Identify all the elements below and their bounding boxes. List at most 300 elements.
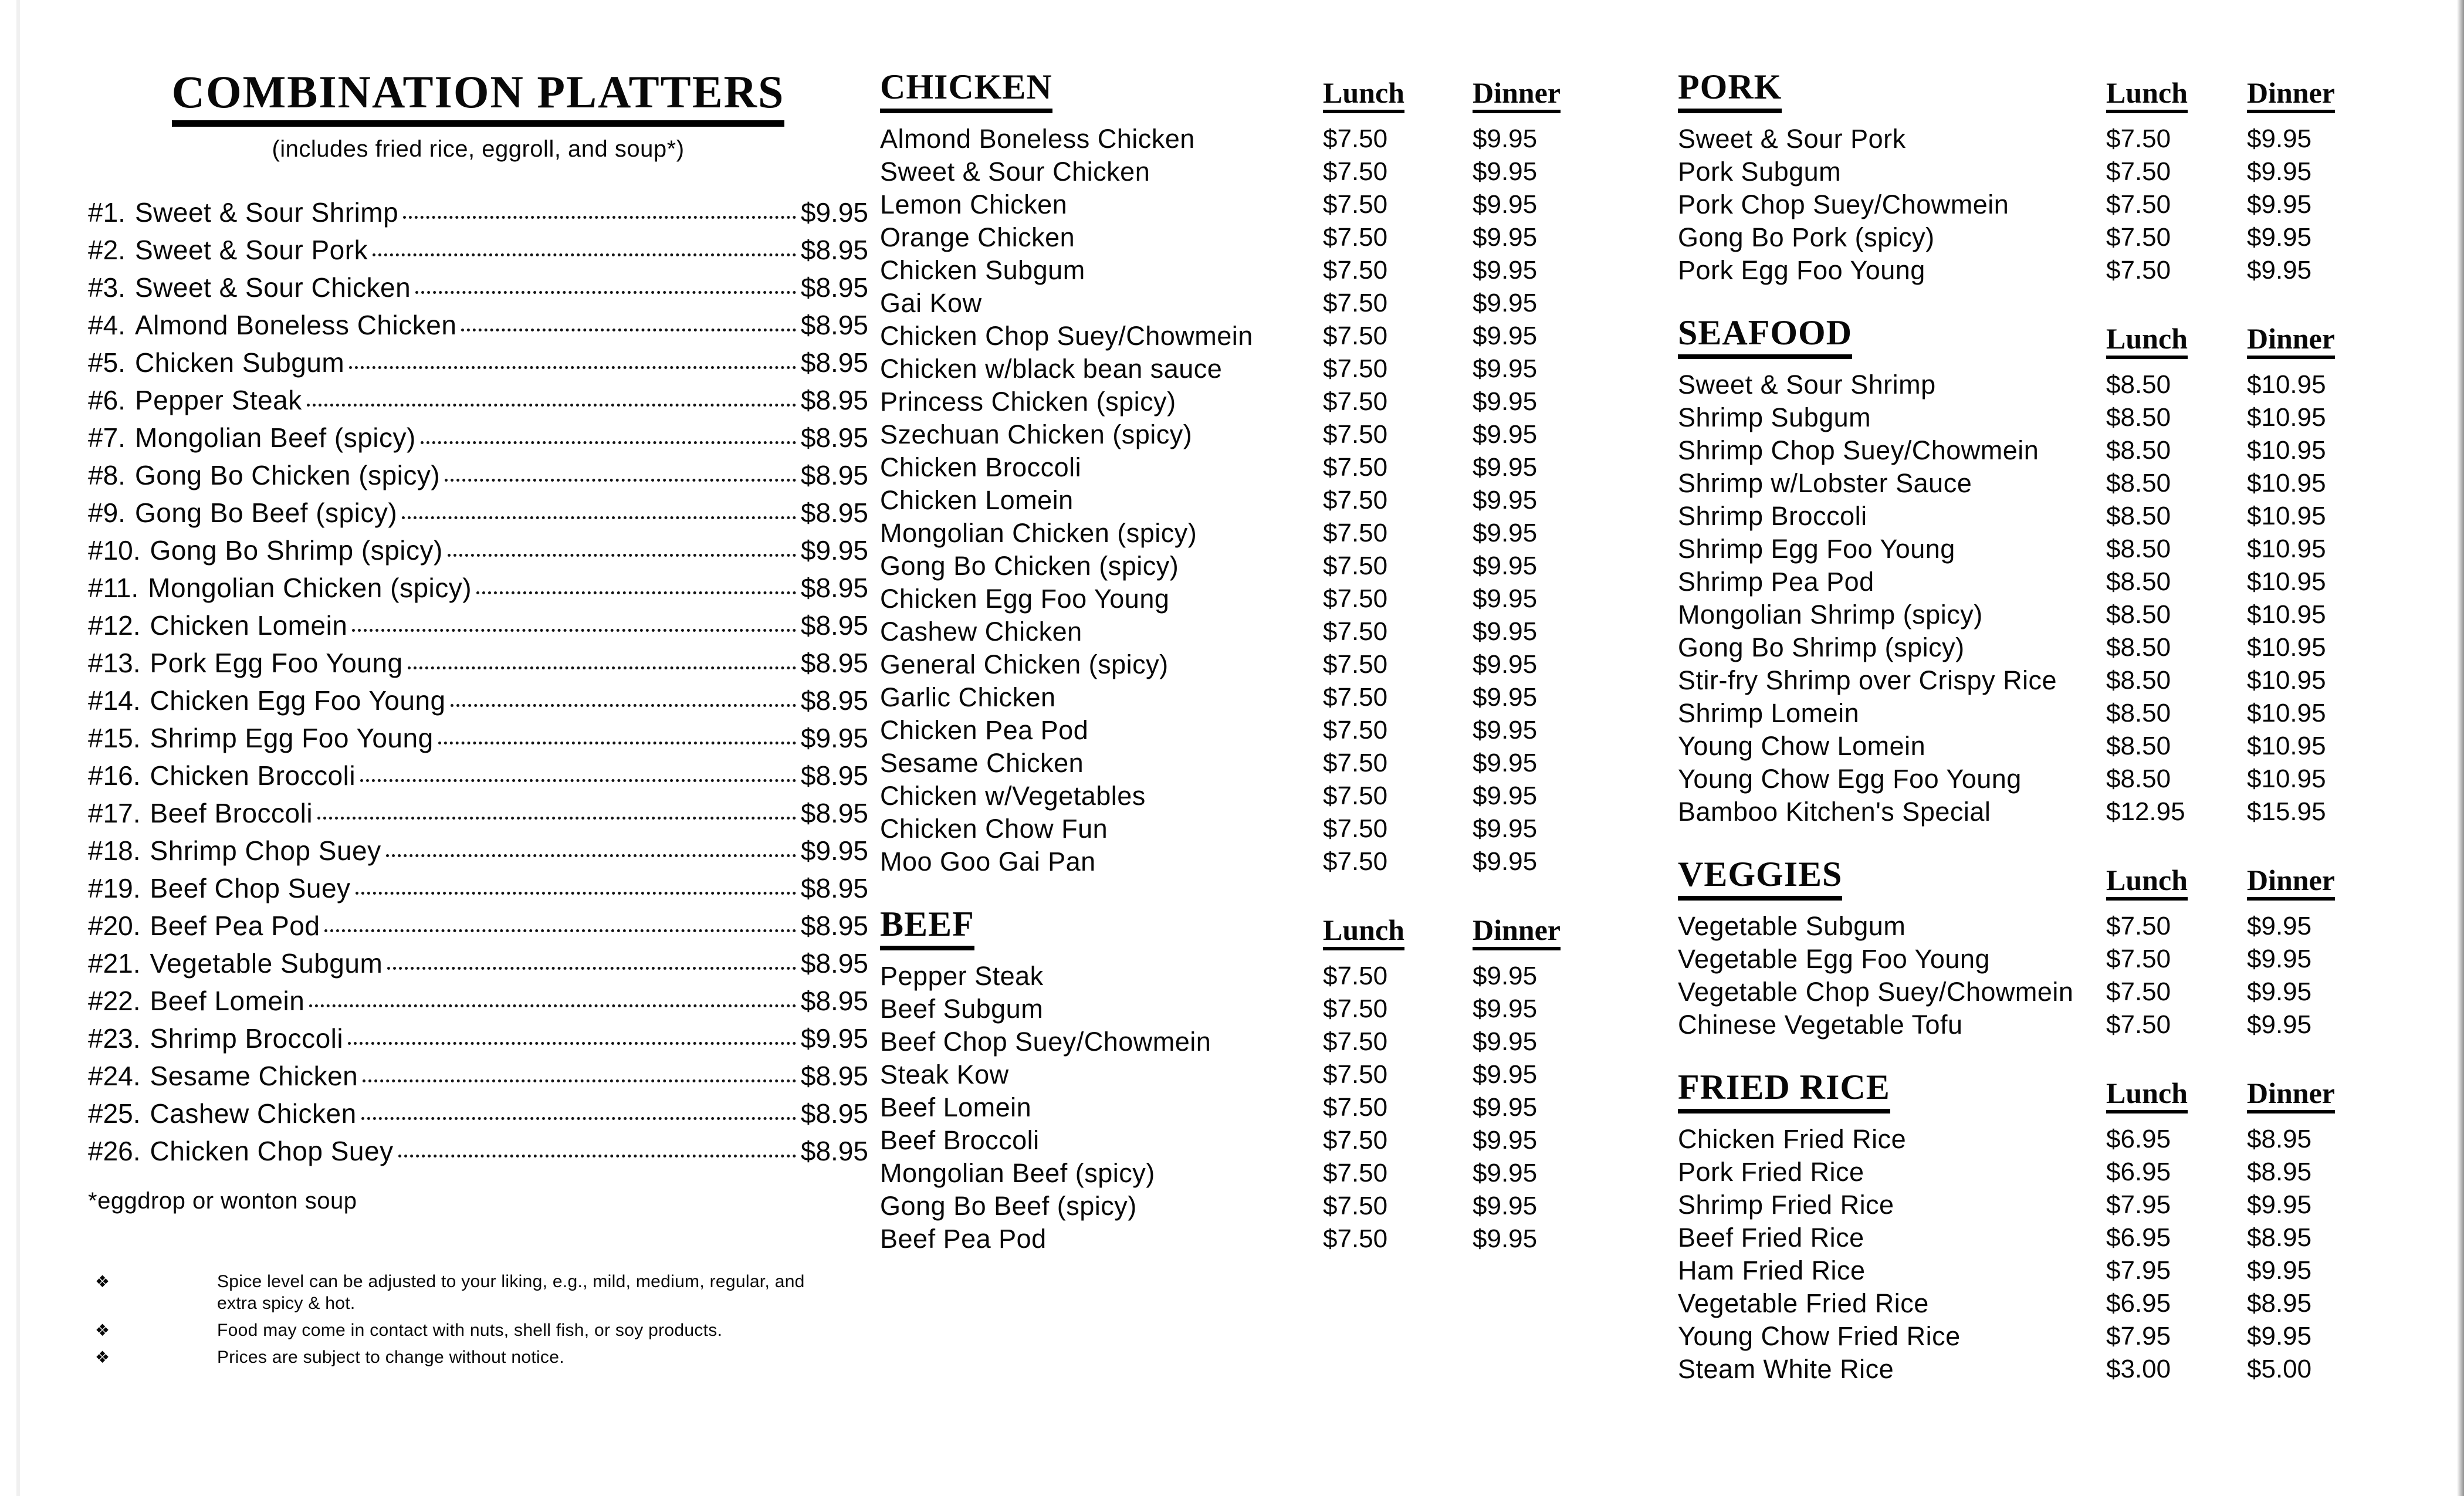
- dinner-column-header: Dinner: [1473, 78, 1561, 113]
- item-dinner-price: $9.95: [1473, 289, 1538, 317]
- note-text: Prices are subject to change without notice.: [217, 1348, 564, 1367]
- item-dinner-price: $9.95: [1473, 453, 1538, 482]
- item-number: #9.: [88, 497, 126, 528]
- item-dinner-price: $8.95: [2247, 1223, 2312, 1252]
- item-number: #13.: [88, 648, 141, 678]
- item-lunch-price: $7.50: [1323, 962, 1388, 990]
- item-name: Gong Bo Pork (spicy): [1678, 222, 1935, 252]
- combination-item-row: [88, 1135, 868, 1173]
- note-row: [88, 1271, 827, 1314]
- lunch-column-header: Lunch: [2106, 324, 2188, 359]
- item-name: Shrimp Pea Pod: [1678, 567, 1874, 597]
- menu-item-row: [1678, 1008, 2370, 1041]
- item-name: Sweet & Sour Chicken: [880, 157, 1150, 187]
- menu-item-row: [1678, 1189, 2370, 1221]
- section-fried-rice: [1678, 1069, 2370, 1386]
- menu-item-row: [880, 550, 1584, 583]
- item-name: Chicken Subgum: [134, 347, 345, 378]
- item-price: $8.95: [800, 310, 868, 340]
- item-name: Shrimp w/Lobster Sauce: [1678, 468, 1972, 498]
- item-lunch-price: $7.50: [2106, 190, 2171, 219]
- combination-item-row: [88, 572, 868, 610]
- item-dinner-price: $10.95: [2247, 600, 2326, 629]
- item-name: Gong Bo Shrimp (spicy): [150, 535, 443, 566]
- item-dinner-price: $9.95: [1473, 387, 1538, 416]
- menu-item-row: [1678, 730, 2370, 763]
- item-lunch-price: $8.50: [2106, 633, 2171, 662]
- item-name: Chicken Pea Pod: [880, 715, 1089, 745]
- item-lunch-price: $7.50: [1323, 321, 1388, 350]
- item-price: $8.95: [800, 347, 868, 378]
- item-lunch-price: $6.95: [2106, 1223, 2171, 1252]
- item-dinner-price: $9.95: [2247, 1190, 2312, 1219]
- item-name: Shrimp Broccoli: [150, 1023, 344, 1054]
- item-name: Szechuan Chicken (spicy): [880, 419, 1193, 449]
- section-items: [1678, 368, 2370, 828]
- item-number: #21.: [88, 948, 141, 979]
- combination-item-row: [88, 197, 868, 234]
- item-dinner-price: $15.95: [2247, 797, 2326, 826]
- item-lunch-price: $7.50: [2106, 124, 2171, 153]
- item-lunch-price: $7.50: [2106, 945, 2171, 973]
- item-dinner-price: $9.95: [1473, 650, 1538, 679]
- item-name: Beef Chop Suey: [150, 873, 351, 903]
- item-lunch-price: $7.50: [1323, 781, 1388, 810]
- item-name: Shrimp Fried Rice: [1678, 1190, 1894, 1220]
- menu-item-row: [880, 615, 1584, 648]
- item-name: Gong Bo Chicken (spicy): [880, 551, 1179, 581]
- menu-item-row: [880, 845, 1584, 878]
- scan-edge-artifact: [16, 0, 20, 1496]
- section-header: [880, 906, 1584, 950]
- section-seafood: [1678, 315, 2370, 828]
- item-number: #24.: [88, 1061, 141, 1091]
- item-dinner-price: $10.95: [2247, 699, 2326, 727]
- menu-item-row: [880, 714, 1584, 747]
- note-text: Spice level can be adjusted to your liking, e.g., mild, medium, regular, and extra spicy & hot.: [217, 1272, 805, 1313]
- item-dinner-price: $9.95: [1473, 157, 1538, 186]
- note-row: [88, 1346, 827, 1368]
- item-name: Beef Broccoli: [150, 798, 313, 828]
- item-dinner-price: $9.95: [1473, 124, 1538, 153]
- item-name: Shrimp Broccoli: [1678, 501, 1867, 531]
- item-lunch-price: $7.50: [2106, 157, 2171, 186]
- menu-item-row: [1678, 1353, 2370, 1386]
- item-name: Pork Fried Rice: [1678, 1157, 1864, 1187]
- dinner-column-header: Dinner: [2247, 1078, 2335, 1113]
- item-lunch-price: $8.50: [2106, 600, 2171, 629]
- dotted-leader: [415, 291, 796, 294]
- menu-item-row: [1678, 467, 2370, 500]
- item-name: Beef Fried Rice: [1678, 1223, 1864, 1253]
- section-header: [1678, 69, 2370, 113]
- menu-item-row: [880, 188, 1584, 221]
- item-lunch-price: $8.50: [2106, 699, 2171, 727]
- combination-item-row: [88, 797, 868, 835]
- combination-item-row: [88, 459, 868, 497]
- dinner-column-header: Dinner: [2247, 865, 2335, 901]
- menu-item-row: [880, 287, 1584, 320]
- item-name: Ham Fried Rice: [1678, 1255, 1866, 1285]
- item-name: Sweet & Sour Pork: [1678, 124, 1906, 154]
- item-name: Gong Bo Chicken (spicy): [134, 460, 441, 490]
- item-price: $9.95: [800, 723, 868, 753]
- dotted-leader: [348, 1042, 796, 1045]
- menu-item-row: [1678, 763, 2370, 796]
- item-name: Young Chow Lomein: [1678, 731, 1926, 761]
- item-price: $8.95: [800, 235, 868, 265]
- combination-item-row: [88, 910, 868, 947]
- menu-item-row: [880, 1025, 1584, 1058]
- menu-item-row: [1678, 566, 2370, 598]
- menu-item-row: [880, 960, 1584, 993]
- item-name: Steam White Rice: [1678, 1354, 1894, 1384]
- menu-item-row: [1678, 533, 2370, 566]
- item-name: Chicken Broccoli: [880, 452, 1082, 482]
- item-dinner-price: $9.95: [2247, 1322, 2312, 1351]
- item-name: Sesame Chicken: [880, 748, 1084, 778]
- item-dinner-price: $9.95: [1473, 551, 1538, 580]
- item-name: Vegetable Fried Rice: [1678, 1288, 1929, 1318]
- item-name: Chicken Egg Foo Young: [880, 584, 1170, 614]
- item-dinner-price: $9.95: [1473, 1126, 1538, 1155]
- menu-item-row: [1678, 1221, 2370, 1254]
- item-name: Mongolian Beef (spicy): [134, 422, 416, 453]
- item-name: Shrimp Subgum: [1678, 402, 1871, 432]
- item-name: Sweet & Sour Shrimp: [1678, 370, 1936, 400]
- item-name: Gong Bo Shrimp (spicy): [1678, 632, 1965, 662]
- menu-item-row: [1678, 155, 2370, 188]
- item-lunch-price: $7.95: [2106, 1322, 2171, 1351]
- item-dinner-price: $10.95: [2247, 370, 2326, 399]
- combination-item-row: [88, 1023, 868, 1060]
- lunch-column-header: Lunch: [1323, 78, 1404, 113]
- dotted-leader: [448, 554, 796, 557]
- item-dinner-price: $9.95: [2247, 1010, 2312, 1039]
- dotted-leader: [476, 591, 796, 594]
- dotted-leader: [398, 1155, 796, 1157]
- item-name: Shrimp Chop Suey: [150, 835, 381, 866]
- menu-item-row: [880, 1223, 1584, 1255]
- item-dinner-price: $9.95: [1473, 716, 1538, 744]
- item-number: #11.: [88, 573, 139, 603]
- combination-item-row: [88, 760, 868, 797]
- item-name: Sweet & Sour Pork: [134, 235, 368, 265]
- menu-item-row: [1678, 188, 2370, 221]
- item-name: Garlic Chicken: [880, 682, 1056, 712]
- item-lunch-price: $8.50: [2106, 502, 2171, 530]
- menu-item-row: [880, 123, 1584, 155]
- item-name: Bamboo Kitchen's Special: [1678, 797, 1991, 827]
- dinner-column-header: Dinner: [2247, 78, 2335, 113]
- menu-item-row: [880, 155, 1584, 188]
- menu-item-row: [880, 780, 1584, 813]
- section-title: CHICKEN: [880, 69, 1052, 113]
- menu-item-row: [1678, 910, 2370, 943]
- item-lunch-price: $8.50: [2106, 370, 2171, 399]
- item-price: $8.95: [800, 573, 868, 603]
- item-name: Shrimp Chop Suey/Chowmein: [1678, 435, 2039, 465]
- item-lunch-price: $7.50: [1323, 584, 1388, 613]
- item-name: Gong Bo Beef (spicy): [134, 497, 398, 528]
- dotted-leader: [361, 1117, 796, 1120]
- item-dinner-price: $9.95: [1473, 847, 1538, 876]
- item-number: #25.: [88, 1098, 141, 1129]
- item-name: Pork Subgum: [1678, 157, 1842, 187]
- item-price: $8.95: [800, 986, 868, 1016]
- item-lunch-price: $7.50: [1323, 551, 1388, 580]
- section-items: [1678, 1123, 2370, 1386]
- item-lunch-price: $7.50: [1323, 1093, 1388, 1122]
- dinner-column-header: Dinner: [2247, 324, 2335, 359]
- menu-item-row: [880, 221, 1584, 254]
- section-beef: [880, 906, 1584, 1255]
- combination-item-row: [88, 647, 868, 685]
- item-name: Chicken Chop Suey/Chowmein: [880, 321, 1253, 351]
- combination-item-row: [88, 1098, 868, 1135]
- item-name: Mongolian Beef (spicy): [880, 1158, 1155, 1188]
- dotted-leader: [356, 892, 796, 895]
- scan-edge-artifact: [2457, 0, 2464, 1496]
- item-dinner-price: $9.95: [1473, 962, 1538, 990]
- item-dinner-price: $9.95: [1473, 321, 1538, 350]
- combination-item-row: [88, 234, 868, 272]
- item-name: Vegetable Chop Suey/Chowmein: [1678, 977, 2074, 1007]
- item-price: $8.95: [800, 648, 868, 678]
- combination-item-row: [88, 947, 868, 985]
- menu-item-row: [1678, 598, 2370, 631]
- item-name: Beef Pea Pod: [150, 911, 320, 941]
- item-lunch-price: $7.50: [1323, 387, 1388, 416]
- middle-column: [880, 69, 1584, 1255]
- item-number: #23.: [88, 1023, 141, 1054]
- dotted-leader: [421, 441, 796, 444]
- menu-item-row: [880, 451, 1584, 484]
- item-price: $8.95: [800, 610, 868, 641]
- right-column: [1678, 69, 2370, 1386]
- combination-platters-section: [88, 66, 868, 1373]
- item-lunch-price: $7.50: [1323, 683, 1388, 712]
- item-price: $8.95: [800, 760, 868, 791]
- item-dinner-price: $10.95: [2247, 732, 2326, 760]
- item-name: Sesame Chicken: [150, 1061, 358, 1091]
- item-dinner-price: $10.95: [2247, 764, 2326, 793]
- item-name: Stir-fry Shrimp over Crispy Rice: [1678, 665, 2057, 695]
- item-name: Lemon Chicken: [880, 189, 1068, 219]
- menu-item-row: [880, 320, 1584, 353]
- menu-item-row: [1678, 976, 2370, 1008]
- item-price: $8.95: [800, 685, 868, 716]
- item-dinner-price: $9.95: [1473, 994, 1538, 1023]
- item-price: $9.95: [800, 1023, 868, 1054]
- item-price: $8.95: [800, 385, 868, 415]
- note-text: Food may come in contact with nuts, shell fish, or soy products.: [217, 1321, 723, 1340]
- menu-item-row: [1678, 1123, 2370, 1156]
- item-price: $9.95: [800, 835, 868, 866]
- menu-item-row: [880, 517, 1584, 550]
- section-header: [880, 69, 1584, 113]
- item-number: #19.: [88, 873, 141, 903]
- item-lunch-price: $7.50: [1323, 157, 1388, 186]
- item-name: Chicken Chow Fun: [880, 814, 1108, 844]
- combination-item-row: [88, 497, 868, 534]
- item-price: $8.95: [800, 272, 868, 303]
- item-lunch-price: $8.50: [2106, 403, 2171, 432]
- dotted-leader: [317, 817, 796, 820]
- item-name: Mongolian Chicken (spicy): [148, 573, 472, 603]
- item-name: Beef Broccoli: [880, 1125, 1040, 1155]
- dotted-leader: [408, 666, 796, 669]
- item-lunch-price: $7.95: [2106, 1190, 2171, 1219]
- menu-item-row: [880, 648, 1584, 681]
- item-lunch-price: $8.50: [2106, 732, 2171, 760]
- dotted-leader: [461, 329, 796, 331]
- item-dinner-price: $9.95: [1473, 1192, 1538, 1220]
- item-dinner-price: $5.00: [2247, 1355, 2312, 1383]
- item-dinner-price: $10.95: [2247, 502, 2326, 530]
- item-name: Vegetable Subgum: [1678, 911, 1906, 941]
- item-number: #4.: [88, 310, 126, 340]
- combination-item-row: [88, 347, 868, 384]
- combination-title: [88, 66, 868, 127]
- menu-item-row: [880, 385, 1584, 418]
- item-dinner-price: $9.95: [2247, 977, 2312, 1006]
- dotted-leader: [352, 629, 796, 632]
- item-dinner-price: $9.95: [1473, 1027, 1538, 1056]
- combination-item-row: [88, 835, 868, 872]
- section-header: [1678, 315, 2370, 359]
- menu-item-row: [1678, 123, 2370, 155]
- item-lunch-price: $3.00: [2106, 1355, 2171, 1383]
- menu-item-row: [1678, 943, 2370, 976]
- menu-item-row: [1678, 500, 2370, 533]
- section-chicken: [880, 69, 1584, 878]
- item-name: Vegetable Subgum: [150, 948, 383, 979]
- item-dinner-price: $9.95: [1473, 1159, 1538, 1187]
- dotted-leader: [307, 404, 796, 407]
- menu-item-row: [880, 418, 1584, 451]
- item-number: #2.: [88, 235, 126, 265]
- item-price: $9.95: [800, 535, 868, 566]
- lunch-column-header: Lunch: [2106, 1078, 2188, 1113]
- diamond-bullet-icon: ❖: [95, 1348, 110, 1366]
- menu-item-row: [880, 353, 1584, 385]
- combination-item-row: [88, 272, 868, 309]
- item-name: Chinese Vegetable Tofu: [1678, 1010, 1963, 1040]
- menu-item-row: [1678, 368, 2370, 401]
- item-lunch-price: $7.50: [1323, 1159, 1388, 1187]
- item-dinner-price: $8.95: [2247, 1289, 2312, 1318]
- item-name: Sweet & Sour Shrimp: [134, 197, 399, 228]
- item-price: $8.95: [800, 911, 868, 941]
- item-lunch-price: $8.50: [2106, 764, 2171, 793]
- item-name: Chicken Egg Foo Young: [150, 685, 446, 716]
- menu-item-row: [880, 254, 1584, 287]
- item-lunch-price: $12.95: [2106, 797, 2185, 826]
- item-name: Mongolian Shrimp (spicy): [1678, 600, 1983, 629]
- item-lunch-price: $7.95: [2106, 1256, 2171, 1285]
- item-number: #22.: [88, 986, 141, 1016]
- item-lunch-price: $7.50: [1323, 847, 1388, 876]
- section-title: FRIED RICE: [1678, 1069, 1890, 1113]
- item-lunch-price: $7.50: [2106, 256, 2171, 285]
- item-name: Shrimp Egg Foo Young: [1678, 534, 1955, 564]
- item-lunch-price: $7.50: [1323, 1224, 1388, 1253]
- combination-item-row: [88, 309, 868, 347]
- item-price: $8.95: [800, 460, 868, 490]
- item-number: #3.: [88, 272, 126, 303]
- item-dinner-price: $9.95: [1473, 749, 1538, 777]
- item-number: #10.: [88, 535, 141, 566]
- note-row: [88, 1319, 827, 1341]
- item-name: Chicken Lomein: [880, 485, 1074, 515]
- item-name: Steak Kow: [880, 1060, 1009, 1089]
- item-lunch-price: $7.50: [1323, 420, 1388, 449]
- item-number: #12.: [88, 610, 141, 641]
- item-name: Almond Boneless Chicken: [880, 124, 1195, 154]
- section-items: [1678, 123, 2370, 287]
- item-price: $8.95: [800, 948, 868, 979]
- item-dinner-price: $10.95: [2247, 567, 2326, 596]
- section-items: [880, 960, 1584, 1255]
- section-items: [880, 123, 1584, 878]
- item-lunch-price: $7.50: [1323, 1060, 1388, 1089]
- menu-item-row: [880, 1190, 1584, 1223]
- item-name: Young Chow Egg Foo Young: [1678, 764, 2022, 794]
- item-dinner-price: $9.95: [2247, 945, 2312, 973]
- item-name: Beef Lomein: [880, 1092, 1032, 1122]
- item-dinner-price: $9.95: [1473, 814, 1538, 843]
- item-lunch-price: $7.50: [1323, 256, 1388, 285]
- item-name: Chicken w/Vegetables: [880, 781, 1146, 811]
- dotted-leader: [309, 1004, 796, 1007]
- item-dinner-price: $9.95: [1473, 486, 1538, 515]
- item-lunch-price: $7.50: [2106, 912, 2171, 940]
- item-lunch-price: $7.50: [2106, 1010, 2171, 1039]
- dotted-leader: [451, 704, 796, 707]
- item-lunch-price: $7.50: [1323, 749, 1388, 777]
- section-pork: [1678, 69, 2370, 287]
- section-header: [1678, 857, 2370, 901]
- item-name: Orange Chicken: [880, 222, 1075, 252]
- menu-item-row: [880, 747, 1584, 780]
- item-name: Mongolian Chicken (spicy): [880, 518, 1197, 548]
- lunch-column-header: Lunch: [2106, 78, 2188, 113]
- item-name: Chicken Broccoli: [150, 760, 356, 791]
- item-lunch-price: $7.50: [2106, 223, 2171, 252]
- menu-item-row: [1678, 1287, 2370, 1320]
- item-lunch-price: $7.50: [1323, 650, 1388, 679]
- item-dinner-price: $9.95: [2247, 912, 2312, 940]
- item-name: Beef Lomein: [150, 986, 305, 1016]
- menu-item-row: [880, 484, 1584, 517]
- combination-item-row: [88, 384, 868, 422]
- item-name: Gai Kow: [880, 288, 982, 318]
- item-dinner-price: $9.95: [1473, 420, 1538, 449]
- diamond-bullet-icon: ❖: [95, 1272, 110, 1291]
- item-number: #7.: [88, 422, 126, 453]
- dotted-leader: [386, 854, 796, 857]
- dotted-leader: [324, 929, 796, 932]
- item-dinner-price: $9.95: [1473, 190, 1538, 219]
- item-lunch-price: $7.50: [1323, 617, 1388, 646]
- item-name: Chicken Subgum: [880, 255, 1085, 285]
- item-number: #18.: [88, 835, 141, 866]
- menu-item-row: [1678, 434, 2370, 467]
- item-dinner-price: $10.95: [2247, 666, 2326, 695]
- combination-item-row: [88, 685, 868, 722]
- menu-item-row: [880, 583, 1584, 615]
